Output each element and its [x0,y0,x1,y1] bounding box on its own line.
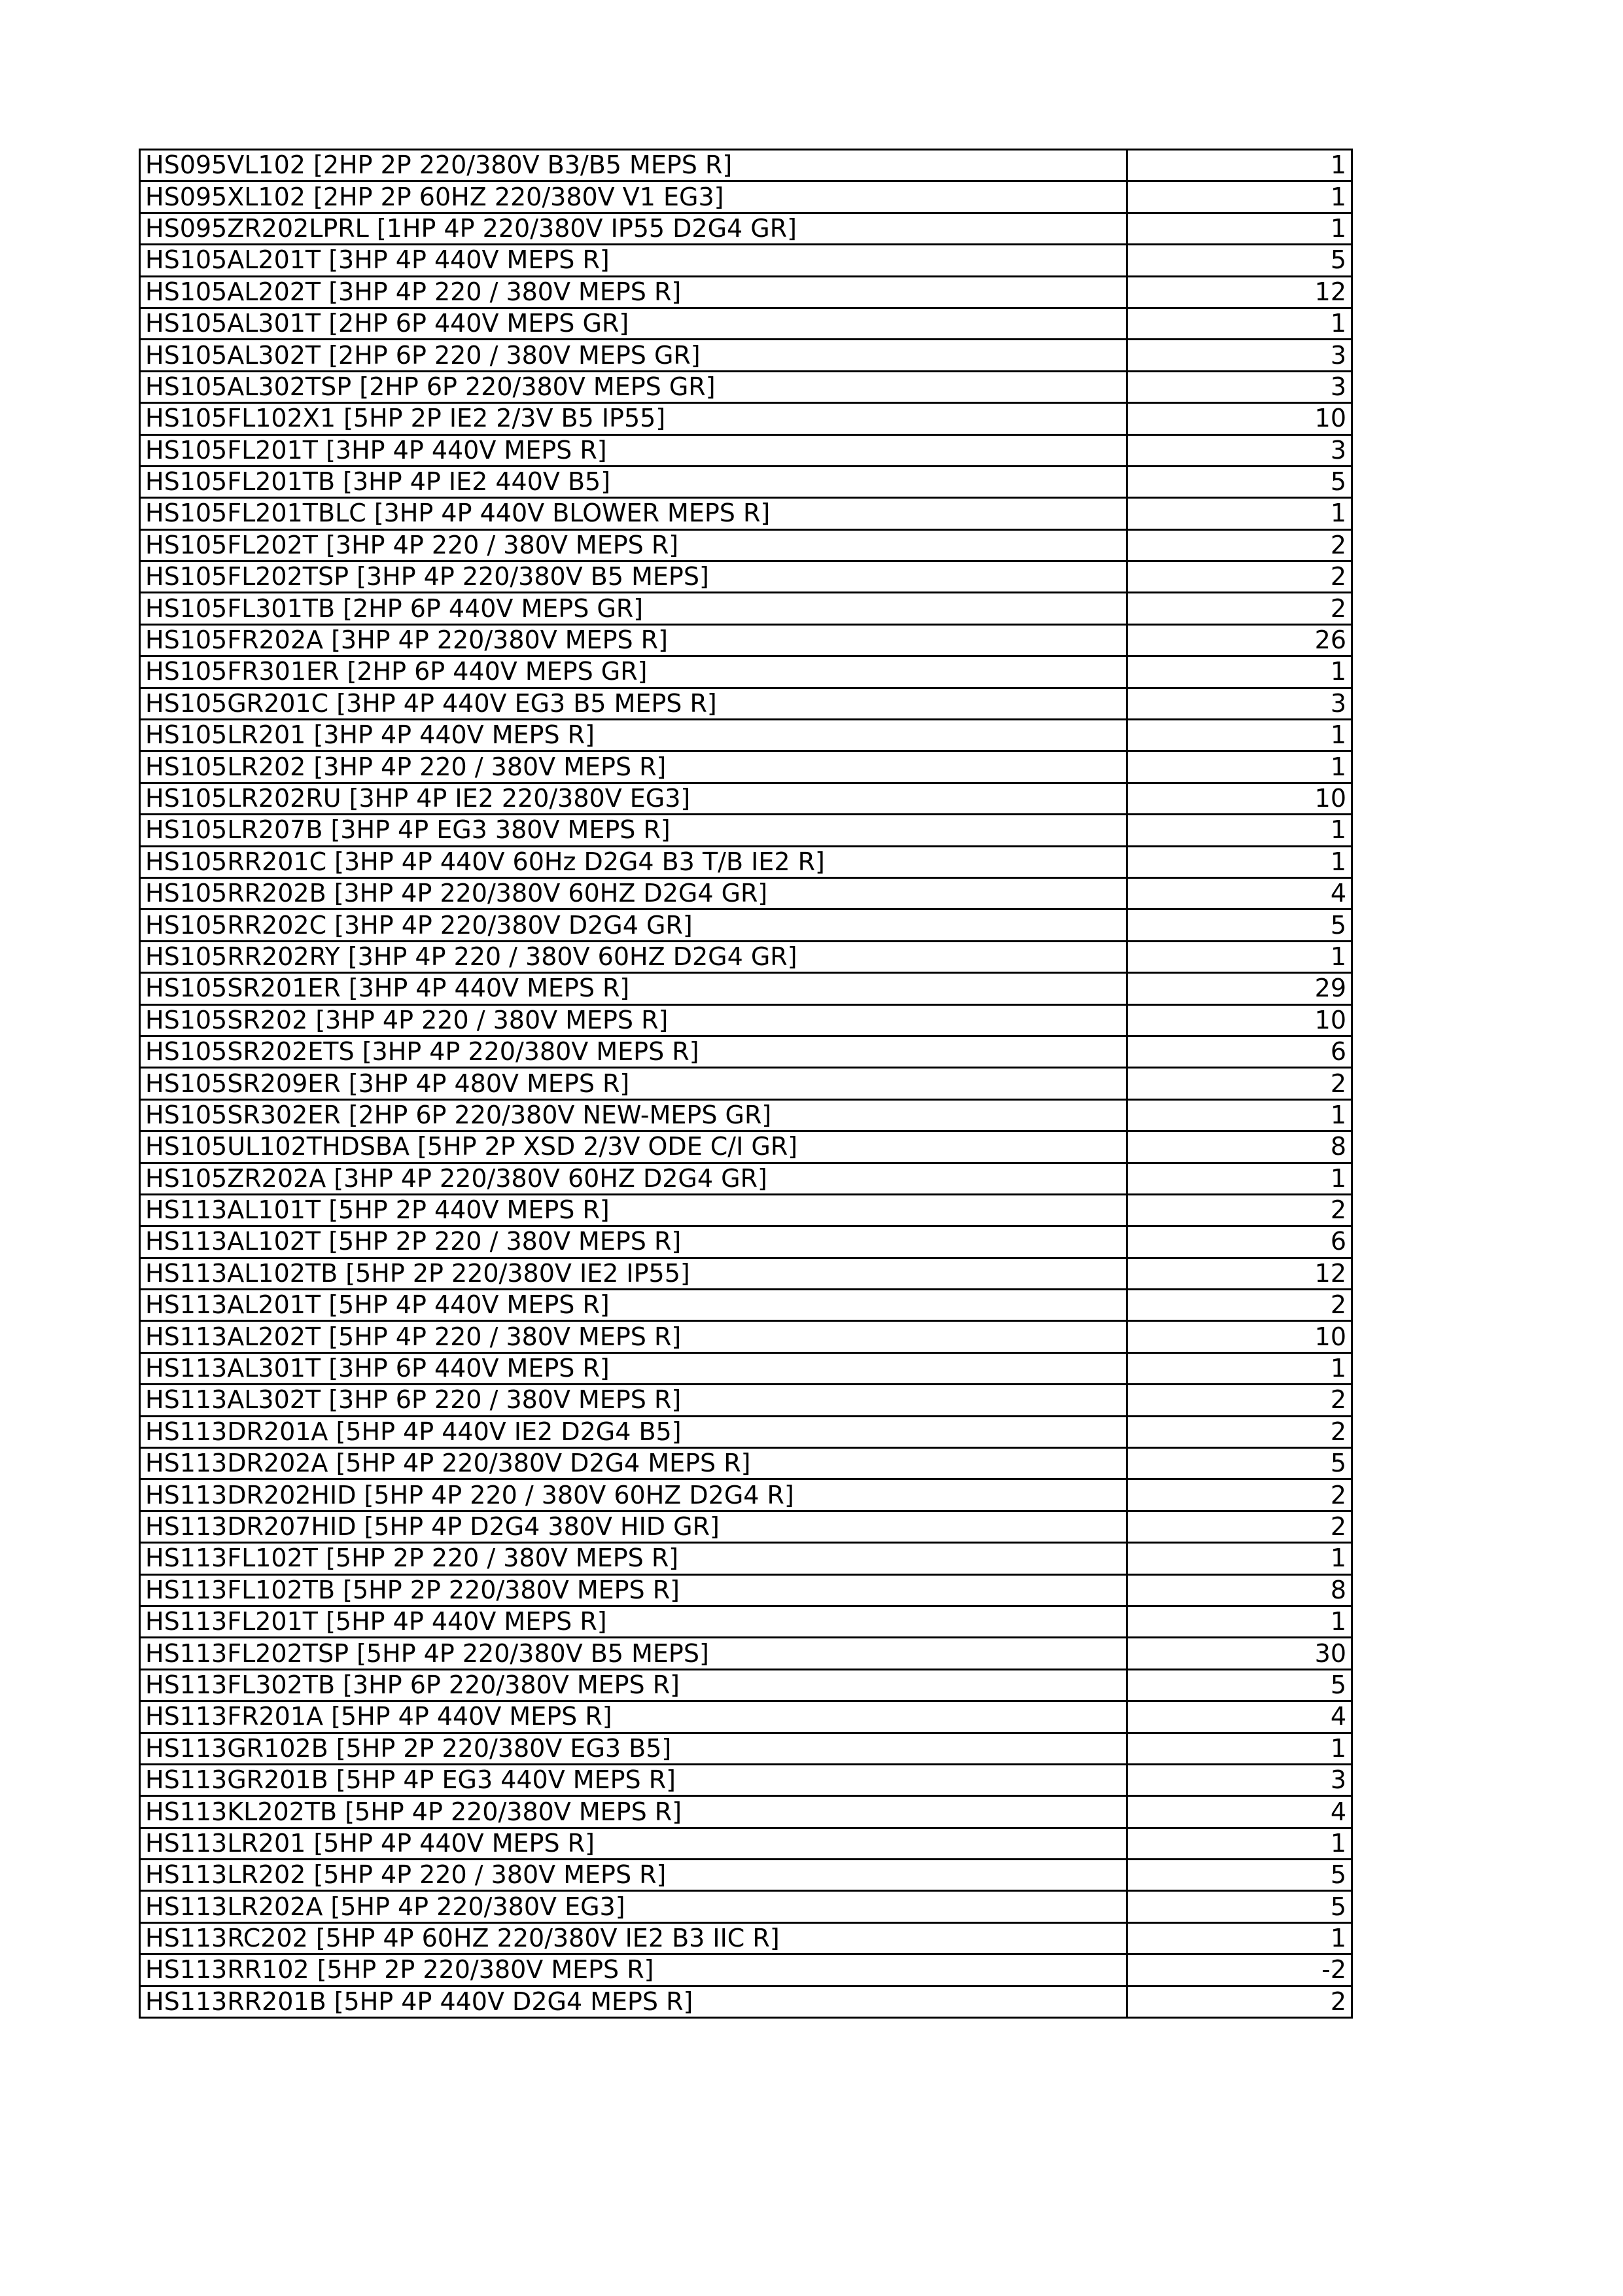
item-description-cell: HS113DR201A [5HP 4P 440V IE2 D2G4 B5] [140,1416,1127,1447]
item-quantity-cell: 5 [1127,1448,1352,1479]
item-quantity-cell: 1 [1127,720,1352,751]
table-row [140,1574,1352,1606]
table-row [140,593,1352,624]
item-description-cell: HS105LR207B [3HP 4P EG3 380V MEPS R] [140,815,1127,846]
table-row [140,1543,1352,1574]
table-row [140,1828,1352,1859]
item-quantity-cell: 4 [1127,1701,1352,1733]
table-row [140,1036,1352,1067]
item-quantity-cell: 8 [1127,1131,1352,1163]
item-description-cell: HS105SR202ETS [3HP 4P 220/380V MEPS R] [140,1036,1127,1067]
table-row [140,1385,1352,1416]
item-quantity-cell: 5 [1127,910,1352,941]
table-row [140,1290,1352,1321]
table-row [140,1669,1352,1701]
item-quantity-cell: 5 [1127,466,1352,497]
item-quantity-cell: 3 [1127,1764,1352,1795]
item-description-cell: HS113RC202 [5HP 4P 60HZ 220/380V IE2 B3 IIC R] [140,1922,1127,1954]
item-description-cell: HS105SR202 [3HP 4P 220 / 380V MEPS R] [140,1004,1127,1036]
item-description-cell: HS105RR202C [3HP 4P 220/380V D2G4 GR] [140,910,1127,941]
item-description-cell: HS105FL201TBLC [3HP 4P 440V BLOWER MEPS R] [140,498,1127,529]
item-quantity-cell: 2 [1127,561,1352,593]
item-quantity-cell: 4 [1127,877,1352,909]
item-quantity-cell: 1 [1127,751,1352,783]
item-description-cell: HS113FL102T [5HP 2P 220 / 380V MEPS R] [140,1543,1127,1574]
table-row [140,1891,1352,1922]
table-row [140,877,1352,909]
item-quantity-cell: 10 [1127,403,1352,434]
table-row [140,245,1352,276]
item-description-cell: HS113FR201A [5HP 4P 440V MEPS R] [140,1701,1127,1733]
item-quantity-cell: 3 [1127,340,1352,371]
item-description-cell: HS105FL202T [3HP 4P 220 / 380V MEPS R] [140,529,1127,561]
item-quantity-cell: 1 [1127,308,1352,339]
item-quantity-cell: 10 [1127,1321,1352,1352]
table-row [140,720,1352,751]
item-description-cell: HS105SR201ER [3HP 4P 440V MEPS R] [140,973,1127,1004]
item-quantity-cell: 6 [1127,1036,1352,1067]
item-quantity-cell: 2 [1127,1986,1352,2017]
table-row [140,434,1352,466]
table-row [140,340,1352,371]
table-row [140,656,1352,688]
item-description-cell: HS113AL302T [3HP 6P 220 / 380V MEPS R] [140,1385,1127,1416]
table-row [140,1448,1352,1479]
table-row [140,973,1352,1004]
item-description-cell: HS105AL202T [3HP 4P 220 / 380V MEPS R] [140,276,1127,308]
table-row [140,181,1352,213]
table-row [140,561,1352,593]
table-row [140,846,1352,877]
item-description-cell: HS105LR202 [3HP 4P 220 / 380V MEPS R] [140,751,1127,783]
item-description-cell: HS113FL201T [5HP 4P 440V MEPS R] [140,1606,1127,1637]
item-quantity-cell: 1 [1127,1099,1352,1131]
item-quantity-cell: 2 [1127,1068,1352,1099]
item-description-cell: HS105LR201 [3HP 4P 440V MEPS R] [140,720,1127,751]
item-description-cell: HS113AL102TB [5HP 2P 220/380V IE2 IP55] [140,1258,1127,1289]
item-quantity-cell: 1 [1127,1922,1352,1954]
table-row [140,1701,1352,1733]
item-quantity-cell: 3 [1127,371,1352,402]
item-description-cell: HS105FL201TB [3HP 4P IE2 440V B5] [140,466,1127,497]
table-row [140,751,1352,783]
item-description-cell: HS095XL102 [2HP 2P 60HZ 220/380V V1 EG3] [140,181,1127,213]
item-quantity-cell: 6 [1127,1226,1352,1258]
inventory-table-body [140,150,1352,2018]
table-row [140,783,1352,814]
table-row [140,1131,1352,1163]
item-description-cell: HS095VL102 [2HP 2P 220/380V B3/B5 MEPS R] [140,150,1127,181]
item-description-cell: HS113GR201B [5HP 4P EG3 440V MEPS R] [140,1764,1127,1795]
table-row [140,1796,1352,1828]
item-quantity-cell: 2 [1127,1290,1352,1321]
item-description-cell: HS105FR202A [3HP 4P 220/380V MEPS R] [140,624,1127,656]
table-row [140,371,1352,402]
item-description-cell: HS113LR201 [5HP 4P 440V MEPS R] [140,1828,1127,1859]
item-description-cell: HS113FL102TB [5HP 2P 220/380V MEPS R] [140,1574,1127,1606]
item-description-cell: HS113FL302TB [3HP 6P 220/380V MEPS R] [140,1669,1127,1701]
item-quantity-cell: 2 [1127,1194,1352,1226]
item-description-cell: HS105AL302TSP [2HP 6P 220/380V MEPS GR] [140,371,1127,402]
item-description-cell: HS105FL102X1 [5HP 2P IE2 2/3V B5 IP55] [140,403,1127,434]
item-quantity-cell: 2 [1127,529,1352,561]
item-quantity-cell: 1 [1127,1352,1352,1384]
table-row [140,1226,1352,1258]
table-row [140,466,1352,497]
table-row [140,941,1352,972]
table-row [140,498,1352,529]
item-description-cell: HS113KL202TB [5HP 4P 220/380V MEPS R] [140,1796,1127,1828]
item-description-cell: HS113DR202A [5HP 4P 220/380V D2G4 MEPS R] [140,1448,1127,1479]
item-description-cell: HS113DR207HID [5HP 4P D2G4 380V HID GR] [140,1511,1127,1542]
item-quantity-cell: -2 [1127,1954,1352,1986]
item-description-cell: HS105SR209ER [3HP 4P 480V MEPS R] [140,1068,1127,1099]
inventory-table [139,149,1353,2019]
item-description-cell: HS113RR201B [5HP 4P 440V D2G4 MEPS R] [140,1986,1127,2017]
item-description-cell: HS113GR102B [5HP 2P 220/380V EG3 B5] [140,1733,1127,1764]
table-row [140,1606,1352,1637]
table-row [140,1258,1352,1289]
item-description-cell: HS105AL301T [2HP 6P 440V MEPS GR] [140,308,1127,339]
item-description-cell: HS105LR202RU [3HP 4P IE2 220/380V EG3] [140,783,1127,814]
item-quantity-cell: 5 [1127,245,1352,276]
table-row [140,1860,1352,1891]
item-quantity-cell: 1 [1127,1828,1352,1859]
item-quantity-cell: 1 [1127,181,1352,213]
table-row [140,1068,1352,1099]
item-quantity-cell: 12 [1127,276,1352,308]
table-row [140,1099,1352,1131]
item-description-cell: HS105RR202RY [3HP 4P 220 / 380V 60HZ D2G4 GR] [140,941,1127,972]
item-description-cell: HS105FL301TB [2HP 6P 440V MEPS GR] [140,593,1127,624]
table-row [140,308,1352,339]
table-row [140,1986,1352,2017]
item-quantity-cell: 1 [1127,1163,1352,1194]
item-description-cell: HS105ZR202A [3HP 4P 220/380V 60HZ D2G4 GR] [140,1163,1127,1194]
item-quantity-cell: 1 [1127,1606,1352,1637]
item-quantity-cell: 1 [1127,846,1352,877]
item-quantity-cell: 1 [1127,498,1352,529]
item-quantity-cell: 1 [1127,656,1352,688]
item-quantity-cell: 5 [1127,1891,1352,1922]
item-quantity-cell: 3 [1127,434,1352,466]
item-description-cell: HS095ZR202LPRL [1HP 4P 220/380V IP55 D2G4 GR] [140,213,1127,244]
table-row [140,1638,1352,1669]
item-quantity-cell: 2 [1127,1385,1352,1416]
item-quantity-cell: 1 [1127,213,1352,244]
item-quantity-cell: 5 [1127,1669,1352,1701]
item-quantity-cell: 10 [1127,1004,1352,1036]
item-description-cell: HS113FL202TSP [5HP 4P 220/380V B5 MEPS] [140,1638,1127,1669]
item-quantity-cell: 26 [1127,624,1352,656]
table-row [140,1004,1352,1036]
item-quantity-cell: 1 [1127,1543,1352,1574]
table-row [140,624,1352,656]
table-row [140,1479,1352,1511]
table-row [140,276,1352,308]
item-quantity-cell: 1 [1127,941,1352,972]
table-row [140,910,1352,941]
table-row [140,1194,1352,1226]
item-description-cell: HS113RR102 [5HP 2P 220/380V MEPS R] [140,1954,1127,1986]
table-row [140,1511,1352,1542]
item-quantity-cell: 1 [1127,150,1352,181]
item-quantity-cell: 1 [1127,1733,1352,1764]
item-quantity-cell: 5 [1127,1860,1352,1891]
table-row [140,688,1352,719]
item-quantity-cell: 12 [1127,1258,1352,1289]
table-row [140,1733,1352,1764]
item-description-cell: HS105AL302T [2HP 6P 220 / 380V MEPS GR] [140,340,1127,371]
item-quantity-cell: 2 [1127,1416,1352,1447]
table-row [140,1764,1352,1795]
item-description-cell: HS105RR201C [3HP 4P 440V 60Hz D2G4 B3 T/B IE2 R] [140,846,1127,877]
item-description-cell: HS105SR302ER [2HP 6P 220/380V NEW-MEPS GR] [140,1099,1127,1131]
item-quantity-cell: 3 [1127,688,1352,719]
item-description-cell: HS105FR301ER [2HP 6P 440V MEPS GR] [140,656,1127,688]
item-description-cell: HS113AL202T [5HP 4P 220 / 380V MEPS R] [140,1321,1127,1352]
item-quantity-cell: 29 [1127,973,1352,1004]
item-quantity-cell: 2 [1127,593,1352,624]
item-description-cell: HS113AL301T [3HP 6P 440V MEPS R] [140,1352,1127,1384]
table-row [140,403,1352,434]
item-description-cell: HS113LR202A [5HP 4P 220/380V EG3] [140,1891,1127,1922]
table-row [140,1922,1352,1954]
item-quantity-cell: 30 [1127,1638,1352,1669]
table-row [140,1163,1352,1194]
item-quantity-cell: 1 [1127,815,1352,846]
table-row [140,529,1352,561]
table-row [140,1321,1352,1352]
item-description-cell: HS105FL201T [3HP 4P 440V MEPS R] [140,434,1127,466]
table-row [140,1954,1352,1986]
item-quantity-cell: 4 [1127,1796,1352,1828]
table-row [140,1352,1352,1384]
item-description-cell: HS113LR202 [5HP 4P 220 / 380V MEPS R] [140,1860,1127,1891]
item-quantity-cell: 2 [1127,1479,1352,1511]
item-description-cell: HS113DR202HID [5HP 4P 220 / 380V 60HZ D2G4 R] [140,1479,1127,1511]
item-description-cell: HS105UL102THDSBA [5HP 2P XSD 2/3V ODE C/I GR] [140,1131,1127,1163]
item-description-cell: HS113AL102T [5HP 2P 220 / 380V MEPS R] [140,1226,1127,1258]
item-description-cell: HS105AL201T [3HP 4P 440V MEPS R] [140,245,1127,276]
item-description-cell: HS113AL201T [5HP 4P 440V MEPS R] [140,1290,1127,1321]
item-description-cell: HS105RR202B [3HP 4P 220/380V 60HZ D2G4 GR] [140,877,1127,909]
item-quantity-cell: 10 [1127,783,1352,814]
item-quantity-cell: 8 [1127,1574,1352,1606]
table-row [140,1416,1352,1447]
table-row [140,150,1352,181]
table-row [140,815,1352,846]
table-row [140,213,1352,244]
item-quantity-cell: 2 [1127,1511,1352,1542]
item-description-cell: HS105GR201C [3HP 4P 440V EG3 B5 MEPS R] [140,688,1127,719]
item-description-cell: HS113AL101T [5HP 2P 440V MEPS R] [140,1194,1127,1226]
item-description-cell: HS105FL202TSP [3HP 4P 220/380V B5 MEPS] [140,561,1127,593]
